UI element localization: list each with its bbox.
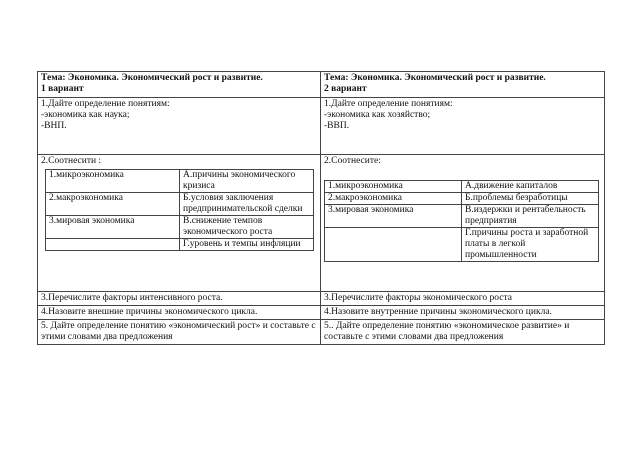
v1-question-5: 5. Дайте определение понятию «экономический рост» и составьте с этими словами два предложения [38,320,321,345]
v1-q1-line: -ВНП. [41,121,67,131]
worksheet-table [37,71,605,345]
table-row [46,216,314,239]
v2-topic: Тема: Экономика. Экономический рост и развитие. [324,73,546,83]
table-row [325,205,599,228]
v1-question-1 [38,98,321,155]
question-3-row [38,292,605,306]
question-1-row [38,98,605,155]
question-4-row [38,306,605,320]
header-row [38,72,605,98]
table-row [46,239,314,251]
question-5-row [38,320,605,345]
v2-variant: 2 вариант [324,84,367,94]
v1-variant: 1 вариант [41,84,84,94]
v1-match-left: 3.мировая экономика [46,216,180,239]
v2-question-1 [321,98,605,155]
table-row [325,181,599,193]
v2-match-left: 3.мировая экономика [325,205,462,228]
v1-match-left: 1.микроэкономика [46,170,180,193]
v1-question-4: 4.Назовите внешние причины экономического цикла. [38,306,321,320]
v2-match-left [325,228,462,262]
v2-q1-line: -ВВП. [324,121,350,131]
v1-question-2 [38,155,321,292]
table-row [325,228,599,262]
v1-topic: Тема: Экономика. Экономический рост и развитие. [41,73,263,83]
v1-match-right: В.снижение темпов экономического роста [180,216,314,239]
table-row [46,170,314,193]
v1-header [38,72,321,98]
v2-q1-line: 1.Дайте определение понятиям: [324,99,453,109]
v2-match-right: Г.причины роста и заработной платы в легкой промышленности [462,228,599,262]
table-row [46,193,314,216]
v1-q2-title: 2.Соотнесити : [41,156,102,166]
v1-question-3: 3.Перечислите факторы интенсивного роста. [38,292,321,306]
v2-match-right: В.издержки и рентабельность предприятия [462,205,599,228]
v2-match-right: А.движение капиталов [462,181,599,193]
v2-q1-line: -экономика как хозяйство; [324,110,431,120]
question-2-row [38,155,605,292]
v2-question-5: 5.. Дайте определение понятию «экономическое развитие» и составьте с этими словами два предложения [321,320,605,345]
v2-match-right: Б.проблемы безработицы [462,193,599,205]
v1-q1-line: 1.Дайте определение понятиям: [41,99,170,109]
v2-match-left: 2.макроэкономика [325,193,462,205]
worksheet-page [37,71,604,345]
v1-q1-line: -экономика как наука; [41,110,130,120]
v1-match-right: Г.уровень и темпы инфляции [180,239,314,251]
v1-match-right: Б.условия заключения предпринимательской сделки [180,193,314,216]
table-row [325,193,599,205]
v2-question-4: 4.Назовите внутренние причины экономического цикла. [321,306,605,320]
v2-q2-title: 2.Соотнесите: [324,156,381,166]
v1-match-right: А.причины экономического кризиса [180,170,314,193]
v2-question-3: 3.Перечислите факторы экономического роста [321,292,605,306]
v2-question-2 [321,155,605,292]
v1-match-left [46,239,180,251]
v2-match-table [324,180,599,262]
v2-match-left: 1.микроэкономика [325,181,462,193]
v1-match-table [45,169,314,251]
v1-match-left: 2.макроэкономика [46,193,180,216]
v2-header [321,72,605,98]
